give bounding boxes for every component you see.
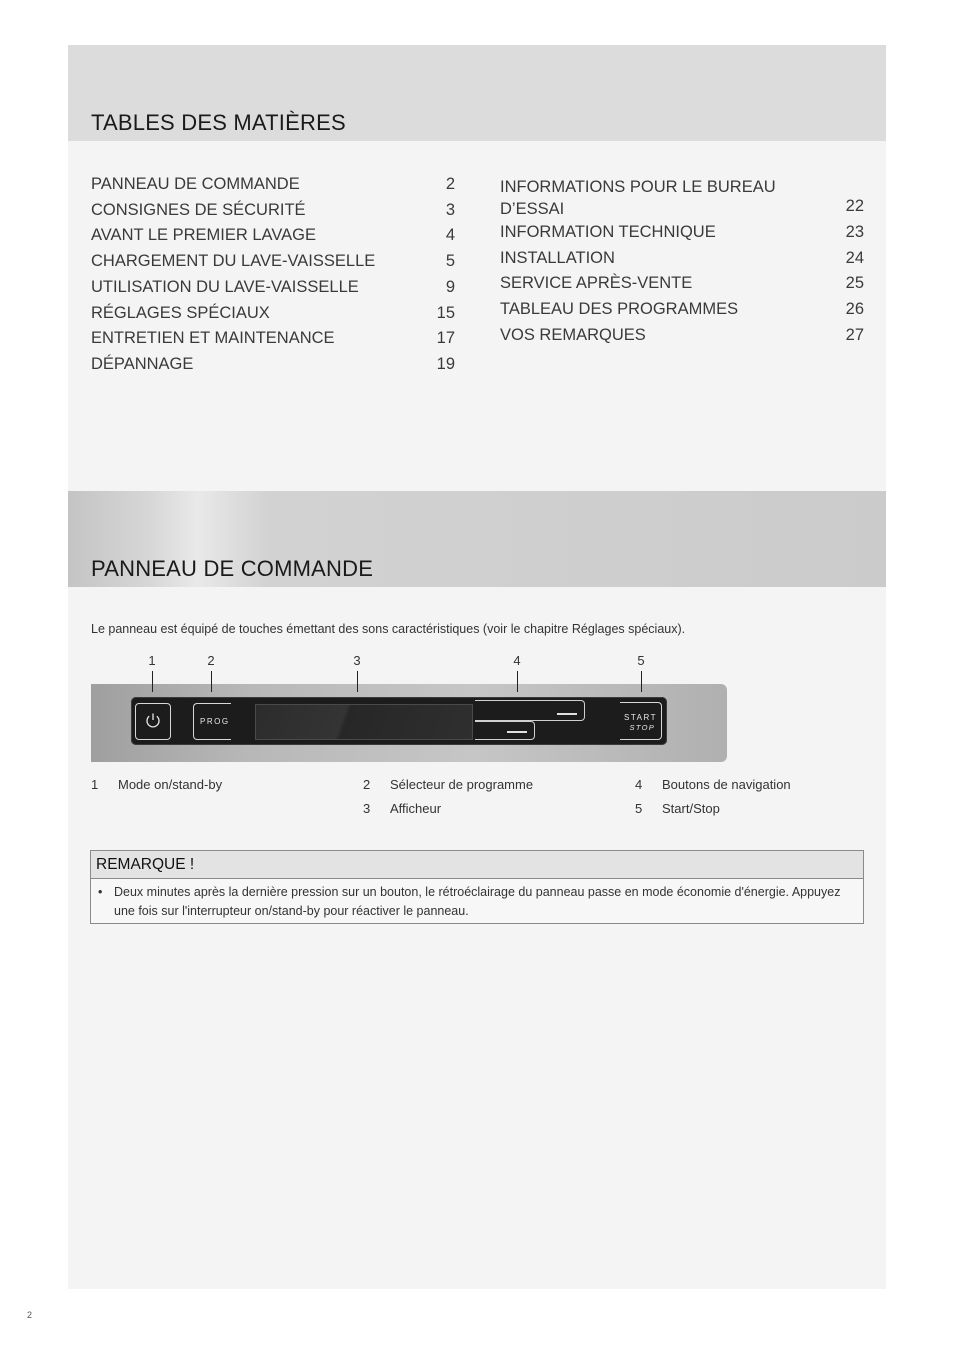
toc-entry-title: INFORMATIONS POUR LE BUREAU D’ESSAI bbox=[500, 178, 776, 218]
toc-column-left bbox=[91, 172, 455, 378]
page-number: 2 bbox=[27, 1310, 33, 1320]
toc-entry[interactable] bbox=[91, 249, 455, 275]
toc-entry-page: 27 bbox=[845, 325, 864, 344]
toc-entry-page: 19 bbox=[436, 354, 455, 373]
toc-entry-title: SERVICE APRÈS-VENTE bbox=[500, 274, 693, 293]
toc-entry-page: 26 bbox=[845, 300, 864, 319]
start-stop-button[interactable] bbox=[620, 702, 662, 740]
legend-number: 1 bbox=[91, 777, 99, 792]
callout-leader-line bbox=[641, 671, 642, 692]
toc-entry[interactable] bbox=[500, 177, 864, 220]
toc-entry-title: INFORMATION TECHNIQUE bbox=[500, 223, 716, 241]
toc-entry-page: 25 bbox=[845, 274, 864, 293]
toc-entry-title: INSTALLATION bbox=[500, 248, 615, 267]
note-body bbox=[91, 879, 863, 921]
legend-item bbox=[363, 777, 533, 792]
bullet-icon: • bbox=[98, 885, 103, 899]
toc-entry-page: 15 bbox=[436, 303, 455, 322]
callout-number: 3 bbox=[353, 653, 361, 668]
toc-entry-page: 5 bbox=[445, 252, 455, 271]
legend-item bbox=[635, 777, 791, 792]
note-text: Deux minutes après la dernière pression sur un bouton, le rétroéclairage du panneau passe en mode économie d'énergie. Appuyez une fois sur l'interrupteur on/stand-by pour réactiver le panneau. bbox=[114, 885, 841, 918]
toc-entry-page: 24 bbox=[845, 248, 864, 267]
callout-leader-line bbox=[211, 671, 212, 692]
toc-entry-title: DÉPANNAGE bbox=[91, 354, 194, 373]
toc-entry-page: 17 bbox=[436, 329, 455, 348]
toc-entry-title: UTILISATION DU LAVE-VAISSELLE bbox=[91, 277, 359, 296]
toc-entry-page: 4 bbox=[445, 226, 455, 245]
toc-entry-title: RÉGLAGES SPÉCIAUX bbox=[91, 303, 270, 322]
toc-entry[interactable] bbox=[500, 297, 864, 323]
callout-leader-line bbox=[357, 671, 358, 692]
callout-number: 5 bbox=[637, 653, 645, 668]
panel-section-title: PANNEAU DE COMMANDE bbox=[91, 556, 374, 581]
toc-entry[interactable] bbox=[500, 271, 864, 297]
toc-entry-page: 9 bbox=[445, 277, 455, 296]
panel-intro-text: Le panneau est équipé de touches émettant des sons caractéristiques (voir le chapitre Réglages spéciaux). bbox=[91, 622, 686, 636]
callout-number: 1 bbox=[148, 653, 156, 668]
toc-entry-page: 2 bbox=[445, 175, 455, 193]
nav-up-mark bbox=[557, 713, 577, 715]
legend-label: Boutons de navigation bbox=[662, 777, 791, 792]
toc-entry[interactable] bbox=[500, 246, 864, 272]
legend-label: Sélecteur de programme bbox=[390, 777, 534, 792]
toc-entry[interactable] bbox=[91, 352, 455, 378]
toc-entry[interactable] bbox=[91, 275, 455, 301]
toc-entry-title: TABLEAU DES PROGRAMMES bbox=[500, 300, 739, 319]
toc-entry-page: 23 bbox=[845, 223, 864, 241]
note-heading: REMARQUE ! bbox=[91, 851, 863, 879]
nav-down-mark bbox=[507, 731, 527, 733]
toc-entry-title: PANNEAU DE COMMANDE bbox=[91, 175, 300, 193]
toc-entry[interactable] bbox=[500, 323, 864, 349]
legend-item bbox=[635, 801, 720, 816]
display-screen bbox=[255, 704, 473, 740]
callout-number: 2 bbox=[207, 653, 215, 668]
legend-number: 3 bbox=[363, 801, 371, 816]
note-box bbox=[90, 850, 864, 924]
toc-entry-title: ENTRETIEN ET MAINTENANCE bbox=[91, 329, 335, 348]
callout-leader-line bbox=[517, 671, 518, 692]
callout-leader-line bbox=[152, 671, 153, 692]
toc-entry-page: 3 bbox=[445, 200, 455, 219]
toc-entry[interactable] bbox=[91, 301, 455, 327]
toc-entry[interactable] bbox=[91, 198, 455, 224]
toc-entry-title: CONSIGNES DE SÉCURITÉ bbox=[91, 200, 306, 219]
toc-column-right bbox=[500, 177, 864, 349]
legend-label: Mode on/stand-by bbox=[118, 777, 223, 792]
power-button[interactable] bbox=[135, 703, 171, 740]
prog-label: PROG bbox=[200, 717, 230, 726]
toc-entry[interactable] bbox=[91, 326, 455, 352]
toc-entry[interactable] bbox=[91, 223, 455, 249]
legend-label: Start/Stop bbox=[662, 801, 720, 816]
stop-label: STOP bbox=[629, 723, 655, 732]
legend-number: 5 bbox=[635, 801, 643, 816]
legend-label: Afficheur bbox=[390, 801, 442, 816]
legend-item bbox=[91, 777, 222, 792]
legend-number: 2 bbox=[363, 777, 371, 792]
toc-entry-title: AVANT LE PREMIER LAVAGE bbox=[91, 226, 316, 245]
toc-entry-title: VOS REMARQUES bbox=[500, 325, 646, 344]
legend-item bbox=[363, 801, 441, 816]
toc-entry[interactable] bbox=[91, 172, 455, 198]
callout-number: 4 bbox=[513, 653, 521, 668]
toc-title: TABLES DES MATIÈRES bbox=[91, 110, 346, 135]
navigation-up-button[interactable] bbox=[475, 700, 585, 721]
toc-entry[interactable] bbox=[500, 220, 864, 246]
start-label: START bbox=[624, 713, 657, 722]
toc-entry-title: CHARGEMENT DU LAVE-VAISSELLE bbox=[91, 252, 376, 271]
power-icon bbox=[144, 712, 162, 730]
legend-number: 4 bbox=[635, 777, 643, 792]
toc-entry-page: 22 bbox=[845, 197, 864, 216]
program-selector-button[interactable] bbox=[193, 703, 231, 740]
